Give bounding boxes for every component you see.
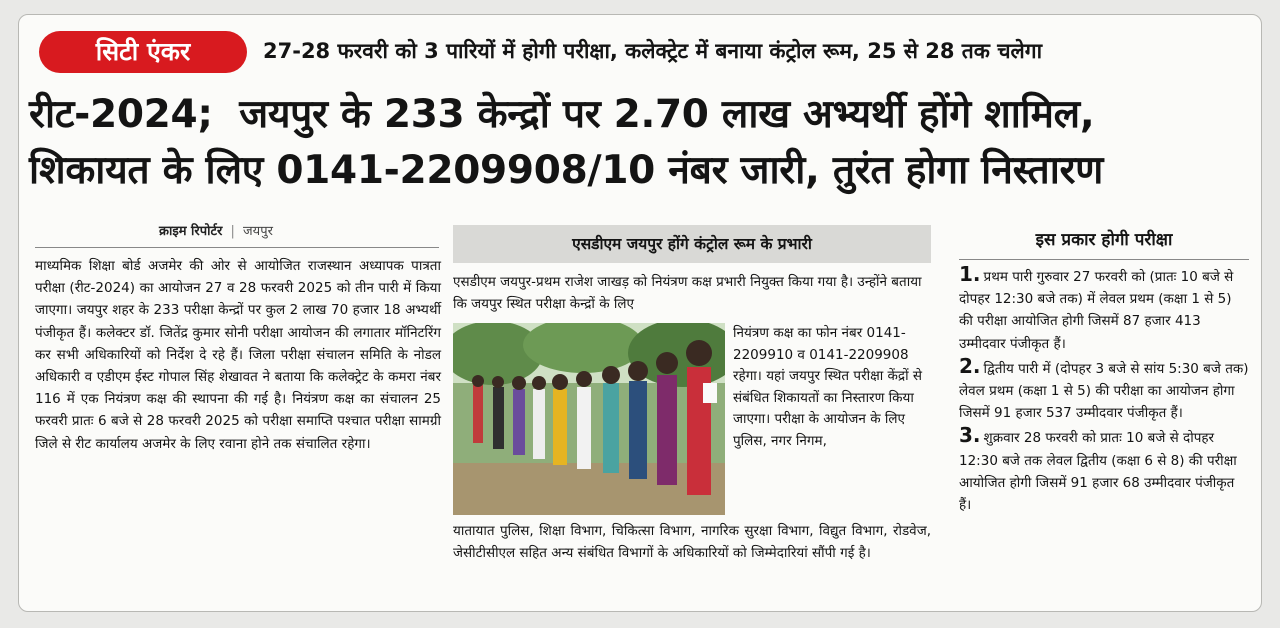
- kicker-line: 27-28 फरवरी को 3 पारियों में होगी परीक्षा, कलेक्ट्रेट में बनाया कंट्रोल रूम, 25 से 28 तक चलेगा: [263, 39, 1043, 63]
- left-column-rule: [35, 247, 439, 248]
- byline-city: जयपुर: [243, 224, 273, 239]
- byline-separator: |: [230, 224, 235, 239]
- middle-column-heading: एसडीएम जयपुर होंगे कंट्रोल रूम के प्रभारी: [453, 225, 931, 263]
- middle-column-beside-photo: नियंत्रण कक्ष का फोन नंबर 0141-2209910 व 0141-2209908 रहेगा। यहां जयपुर स्थित परीक्षा केंद्रों से संबंधित शिकायतों का निस्तारण किया जाएगा। परीक्षा के आयोजन के लिए पुलिस, नगर निगम,: [733, 325, 923, 449]
- list-item-text: शुक्रवार 28 फरवरी को प्रातः 10 बजे से दोपहर 12:30 बजे तक लेवल द्वितीय (कक्षा 6 से 8) की परीक्षा आयोजित होगी जिसमें 91 हजार 68 उम्मीदवार पंजीकृत हैं।: [959, 430, 1237, 514]
- list-item: [959, 355, 1249, 425]
- list-item: [959, 263, 1249, 355]
- right-column-rule: [959, 259, 1249, 260]
- newspaper-clipping: [18, 14, 1262, 612]
- list-item-number: 3.: [959, 423, 981, 448]
- city-anchor-badge: सिटी एंकर: [39, 31, 247, 73]
- list-item: [959, 424, 1249, 516]
- middle-column-bottom: यातायात पुलिस, शिक्षा विभाग, चिकित्सा विभाग, नागरिक सुरक्षा विभाग, विद्युत विभाग, रोडवेज, जेसीटीसीएल सहित अन्य संबंधित विभागों के अधिकारियों को जिम्मेदारियां सौंपी गई है।: [453, 523, 931, 562]
- middle-column-intro: एसडीएम जयपुर-प्रथम राजेश जाखड़ को नियंत्रण कक्ष प्रभारी नियुक्त किया गया है। उन्होंने बताया कि जयपुर स्थित परीक्षा केन्द्रों के लिए: [453, 274, 922, 313]
- list-item-number: 1.: [959, 262, 981, 286]
- headline-line-1: रीट-2024; जयपुर के 233 केन्द्रों पर 2.70 लाख अभ्यर्थी होंगे शामिल,: [29, 92, 1095, 137]
- headline-line-2: शिकायत के लिए 0141-2209908/10 नंबर जारी, तुरंत होगा निस्तारण: [29, 148, 1104, 193]
- byline: [159, 221, 273, 239]
- exam-queue-photo: [453, 323, 725, 515]
- headline: [29, 87, 1253, 199]
- right-column-heading: इस प्रकार होगी परीक्षा: [1035, 230, 1173, 250]
- students-queue-illustration: [453, 323, 725, 515]
- left-column-body: माध्यमिक शिक्षा बोर्ड अजमेर की ओर से आयोजित राजस्थान अध्यापक पात्रता परीक्षा (रीट-2024) का आयोजन 27 व 28 फरवरी 2025 को तीन पारी में किया जाएगा। जयपुर शहर के 233 परीक्षा केन्द्रों पर कुल 2 लाख 70 हजार 18 अभ्यर्थी पंजीकृत हैं। कलेक्टर डॉ. जितेंद्र कुमार सोनी परीक्षा आयोजन की लगातार मॉनिटरिंग कर सभी अधिकारियों को निर्देश दे रहे हैं। जिला परीक्षा संचालन समिति के नोडल अधिकारी व एडीएम ईस्ट गोपाल सिंह शेखावत ने बताया कि कलेक्ट्रेट के कमरा नंबर 116 में एक नियंत्रण कक्ष की स्थापना की गई है। नियंत्रण कक्ष का संचालन 25 फरवरी प्रातः 6 बजे से 28 फरवरी 2025 को परीक्षा समाप्ति पश्चात परीक्षा सामग्री जिले से रीट कार्यालय अजमेर के लिए रवाना होने तक संचालित रहेगा।: [35, 258, 441, 452]
- list-item-number: 2.: [959, 353, 981, 378]
- list-item-text: प्रथम पारी गुरुवार 27 फरवरी को (प्रातः 10 बजे से दोपहर 12:30 बजे तक) में लेवल प्रथम (कक्षा 1 से 5) की परीक्षा आयोजित होगी जिसमें 87 हजार 413 उम्मीदवार पंजीकृत हैं।: [959, 269, 1234, 352]
- list-item-text: द्वितीय पारी में (दोपहर 3 बजे से सांय 5:30 बजे तक) लेवल प्रथम (कक्षा 1 से 5) की परीक्षा का आयोजन होगा जिसमें 91 हजार 537 उम्मीदवार पंजीकृत हैं।: [959, 360, 1249, 422]
- byline-reporter: क्राइम रिपोर्टर: [159, 224, 223, 239]
- exam-schedule-list: [959, 263, 1249, 516]
